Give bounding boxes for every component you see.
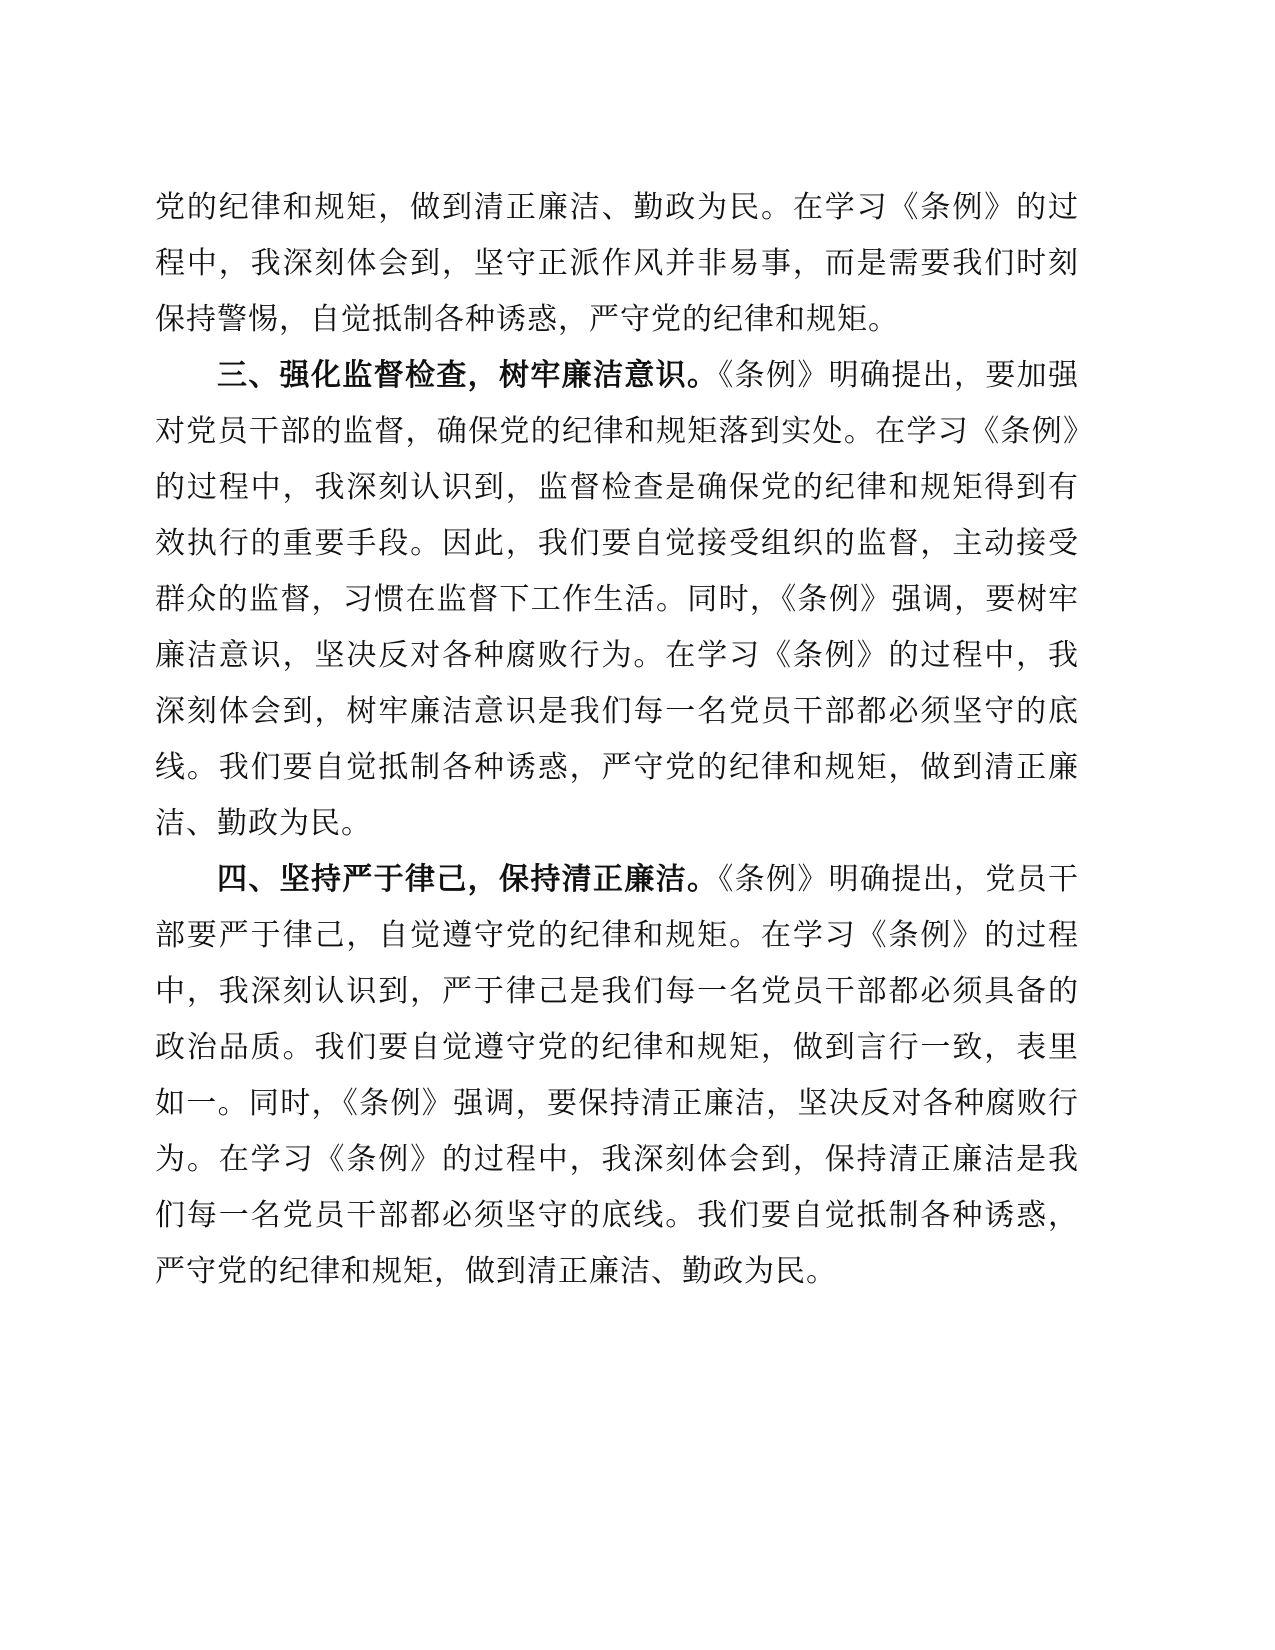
document-body bbox=[155, 180, 1079, 1300]
paragraph-text: 《条例》明确提出，要加强对党员干部的监督，确保党的纪律和规矩落到实处。在学习《条例》的过程中，我深刻认识到，监督检查是确保党的纪律和规矩得到有效执行的重要手段。因此，我们要自觉接受组织的监督，主动接受群众的监督，习惯在监督下工作生活。同时，《条例》强调，要树牢廉洁意识，坚决反对各种腐败行为。在学习《条例》的过程中，我深刻体会到，树牢廉洁意识是我们每一名党员干部都必须坚守的底线。我们要自觉抵制各种诱惑，严守党的纪律和规矩，做到清正廉洁、勤政为民。 bbox=[155, 358, 1080, 841]
paragraph-section-four bbox=[155, 852, 1079, 1300]
paragraph-section-three bbox=[155, 348, 1079, 852]
section-heading-four: 四、坚持严于律己，保持清正廉洁。 bbox=[217, 862, 719, 897]
paragraph-text: 党的纪律和规矩，做到清正廉洁、勤政为民。在学习《条例》的过程中，我深刻体会到，坚守正派作风并非易事，而是需要我们时刻保持警惕，自觉抵制各种诱惑，严守党的纪律和规矩。 bbox=[155, 190, 1079, 337]
paragraph-text: 《条例》明确提出，党员干部要严于律己，自觉遵守党的纪律和规矩。在学习《条例》的过程中，我深刻认识到，严于律己是我们每一名党员干部都必须具备的政治品质。我们要自觉遵守党的纪律和规矩，做到言行一致，表里如一。同时，《条例》强调，要保持清正廉洁，坚决反对各种腐败行为。在学习《条例》的过程中，我深刻体会到，保持清正廉洁是我们每一名党员干部都必须坚守的底线。我们要自觉抵制各种诱惑，严守党的纪律和规矩，做到清正廉洁、勤政为民。 bbox=[155, 862, 1080, 1289]
paragraph-continuation bbox=[155, 180, 1079, 348]
section-heading-three: 三、强化监督检查，树牢廉洁意识。 bbox=[217, 358, 719, 393]
